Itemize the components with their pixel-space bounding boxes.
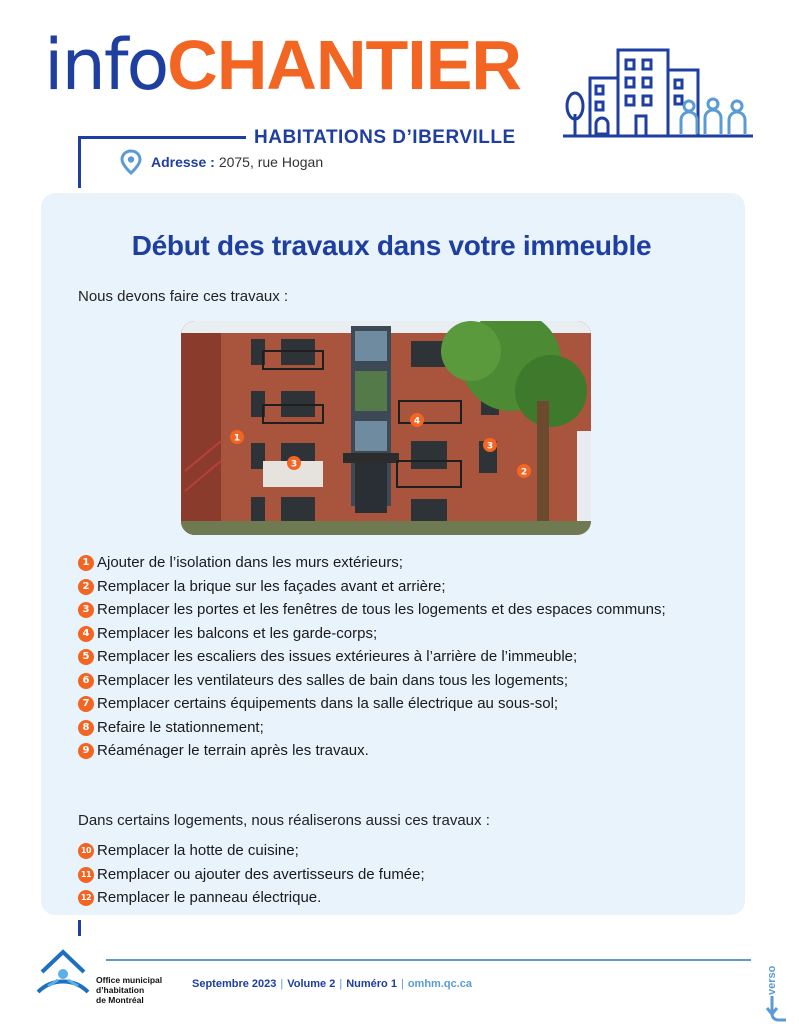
building-photo-illustration xyxy=(181,321,591,535)
work-text: Remplacer la hotte de cuisine; xyxy=(97,842,299,859)
work-number-badge: 5 xyxy=(78,649,94,665)
separator: | xyxy=(339,978,343,990)
project-name: HABITATIONS D’IBERVILLE xyxy=(254,127,516,148)
works-list xyxy=(78,551,678,763)
work-number-badge: 2 xyxy=(78,579,94,595)
buildings-illustration xyxy=(563,44,753,140)
work-number-badge: 1 xyxy=(78,555,94,571)
intro-text: Nous devons faire ces travaux : xyxy=(78,288,289,305)
work-number-badge: 8 xyxy=(78,720,94,736)
brand-title-chantier: CHANTIER xyxy=(167,26,521,104)
work-item xyxy=(78,645,678,669)
work-number-badge: 10 xyxy=(78,843,94,859)
publication-issue: Numéro 1 xyxy=(346,978,397,990)
work-item xyxy=(78,598,678,622)
work-text: Remplacer ou ajouter des avertisseurs de fumée; xyxy=(97,865,425,883)
work-text: Remplacer les balcons et les garde-corps; xyxy=(97,624,378,642)
brand-title-info: info xyxy=(44,24,168,106)
photo-marker-3a: 3 xyxy=(290,459,298,470)
work-number-badge: 6 xyxy=(78,673,94,689)
extra-works-intro: Dans certains logements, nous réaliserons aussi ces travaux : xyxy=(78,812,490,829)
turn-page-arrow-icon[interactable] xyxy=(764,966,790,1026)
photo-marker-2: 2 xyxy=(520,467,528,478)
residents-illustration xyxy=(681,99,745,134)
omhm-logo-icon xyxy=(34,944,92,1002)
verso-label: verso xyxy=(766,965,778,995)
address-line xyxy=(120,149,323,175)
work-number-badge: 3 xyxy=(78,602,94,618)
separator: | xyxy=(400,978,404,990)
publication-info xyxy=(192,978,472,990)
work-item xyxy=(78,863,678,887)
work-item xyxy=(78,716,678,740)
photo-marker-1: 1 xyxy=(233,433,241,444)
page-title: Début des travaux dans votre immeuble xyxy=(131,230,652,261)
publication-volume: Volume 2 xyxy=(287,978,336,990)
footer-rule xyxy=(106,959,751,961)
work-number-badge: 12 xyxy=(78,890,94,906)
work-item xyxy=(78,886,678,910)
work-text: Ajouter de l’isolation dans les murs extérieurs; xyxy=(97,554,403,571)
header-rule xyxy=(78,136,246,139)
extra-works-list xyxy=(78,839,678,910)
work-item xyxy=(78,669,678,693)
work-text: Réaménager le terrain après les travaux. xyxy=(97,742,369,759)
org-line-2: d’habitation xyxy=(96,985,145,995)
work-text: Remplacer les portes et les fenêtres de tous les logements et des espaces communs; xyxy=(97,601,666,618)
work-text: Remplacer certains équipements dans la salle électrique au sous-sol; xyxy=(97,695,559,712)
org-line-3: de Montréal xyxy=(96,995,144,1005)
work-item xyxy=(78,739,678,763)
work-text: Remplacer les ventilateurs des salles de bain dans tous les logements; xyxy=(97,671,569,689)
work-number-badge: 4 xyxy=(78,626,94,642)
footer-tick xyxy=(78,920,81,936)
work-item xyxy=(78,622,678,646)
header-rule-vertical xyxy=(78,138,81,188)
building-photo xyxy=(181,321,591,535)
work-number-badge: 11 xyxy=(78,867,94,883)
address-value: 2075, rue Hogan xyxy=(218,154,324,170)
org-line-1: Office municipal xyxy=(96,975,163,985)
work-number-badge: 7 xyxy=(78,696,94,712)
separator: | xyxy=(280,978,284,990)
work-item xyxy=(78,692,678,716)
location-pin-icon xyxy=(120,149,142,175)
work-item xyxy=(78,575,678,599)
work-item xyxy=(78,551,678,575)
publication-date: Septembre 2023 xyxy=(192,978,277,990)
photo-marker-4: 4 xyxy=(413,416,421,427)
address-label: Adresse : xyxy=(151,154,215,170)
work-text: Remplacer la brique sur les façades avant et arrière; xyxy=(97,577,446,595)
organization-name xyxy=(96,975,162,1005)
website-link[interactable]: omhm.qc.ca xyxy=(407,978,472,990)
work-text: Remplacer les escaliers des issues extérieures à l’arrière de l’immeuble; xyxy=(97,648,578,665)
work-text: Refaire le stationnement; xyxy=(97,718,264,736)
work-item xyxy=(78,839,678,863)
brand-title xyxy=(44,24,521,106)
work-text: Remplacer le panneau électrique. xyxy=(97,889,322,906)
work-number-badge: 9 xyxy=(78,743,94,759)
photo-marker-3b: 3 xyxy=(486,441,494,452)
